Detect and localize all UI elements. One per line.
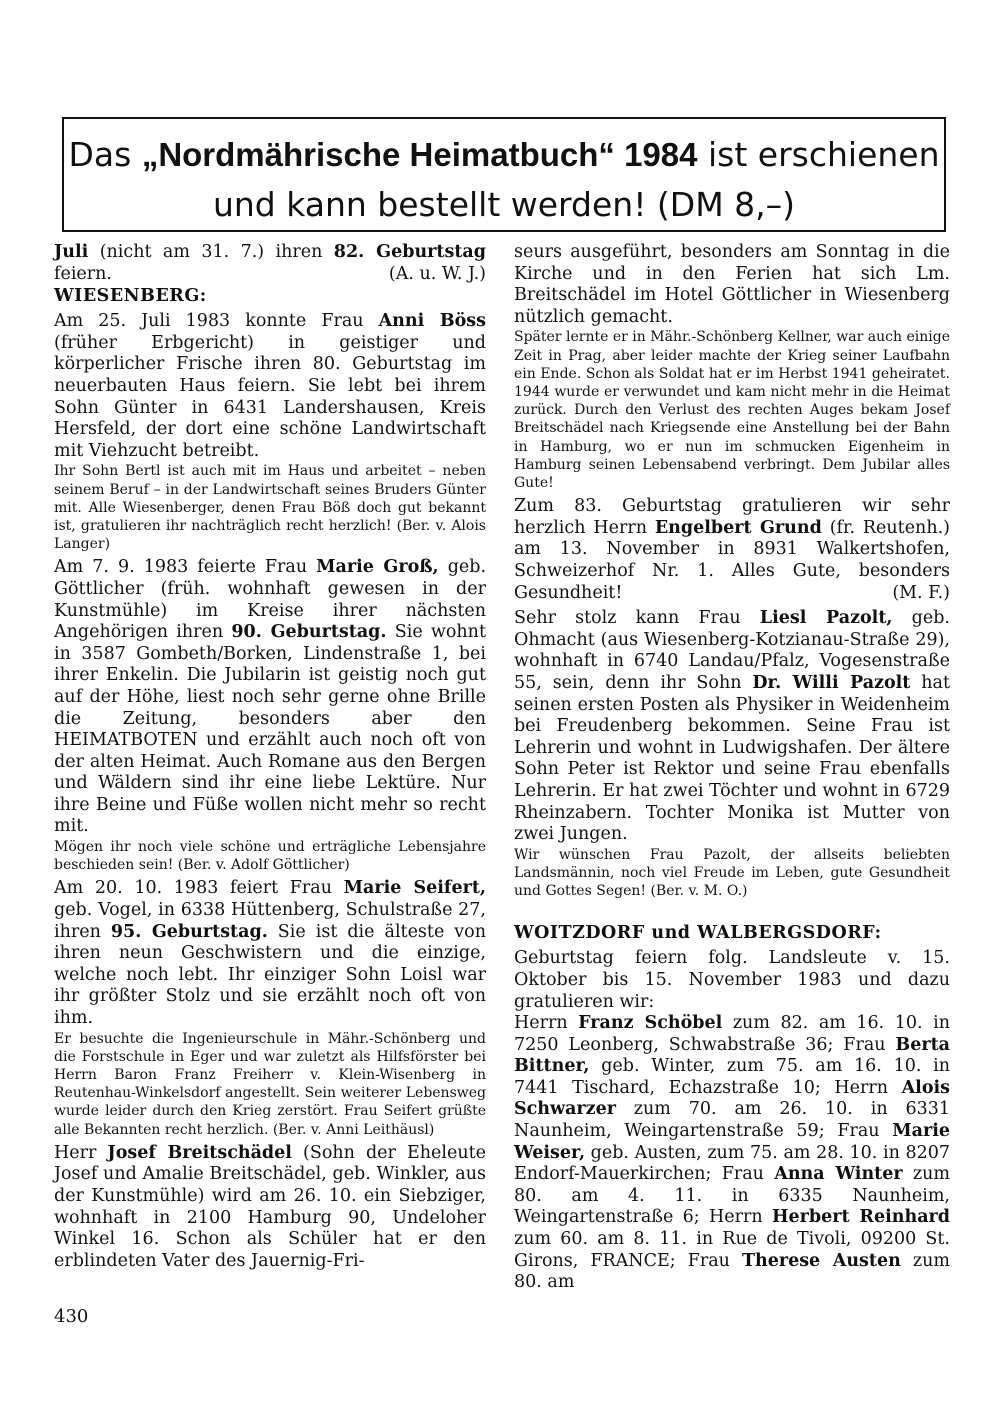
paragraph-josef-breitschaedel: Herr Josef Breitschädel (Sohn der Eheleute Josef und Amalie Breitschädel, geb. Winkler, aus der Kunstmühle) wird am 26. 10. ein Siebziger, wohnhaft in 2100 Hamburg 90, Undeloher Winkel 16. Schon als Schüler hat er den erblindeten Vater des Jauernig-Fri- <box>54 1142 486 1271</box>
paragraph-woitzdorf-intro: Geburtstag feiern folg. Landsleute v. 15. Oktober bis 15. November 1983 und dazu gratulieren wir: <box>514 948 950 1012</box>
signature: (A. u. W. J.) <box>388 263 486 284</box>
paragraph-marie-gross: Am 7. 9. 1983 feierte Frau Marie Groß, geb. Göttlicher (früh. wohnhaft gewesen in der Kunstmühle) im Kreise ihrer nächsten Angehörigen ihren 90. Geburtstag. Sie wohnt in 3587 Gombeth/Borken, Lindenstraße 1, bei ihrer Enkelin. Die Jubilarin ist geistig noch gut auf der Höhe, liest noch sehr gerne ohne Brille die Zeitung, besonders aber den HEIMATBOTEN und erzählt auch noch oft von der alten Heimat. Auch Romane aus den Bergen und Wäldern sind ihr eine liebe Lektüre. Nur ihre Beine und Füße wollen nicht mehr so recht mit. <box>54 557 487 837</box>
paragraph-woitzdorf-list: Herrn Franz Schöbel zum 82. am 16. 10. in 7250 Leonberg, Schwabstraße 36; Frau Berta Bittner, geb. Winter, zum 75. am 16. 10. in 7441 Tischard, Echazstraße 10; Herrn Alois Schwarzer zum 70. am 26. 10. in 6331 Naunheim, Weingartenstraße 59; Frau Marie Weiser, geb. Austen, zum 75. am 28. 10. in 8207 Endorf-Mauerkirchen; Frau Anna Winter zum 80. am 4. 11. in 6335 Naunheim, Weingartenstraße 6; Herrn Herbert Reinhard zum 60. am 8. 11. in Rue de Tivoli, 09200 St. Girons, FRANCE; Frau Therese Austen zum 80. am <box>514 1013 951 1293</box>
paragraph-liesl-pazolt: Sehr stolz kann Frau Liesl Pazolt, geb. Ohmacht (aus Wiesenberg-Kotzianau-Straße 29), wohnhaft in 6740 Landau/Pfalz, Vogesenstraße 55, sein, denn ihr Sohn Dr. Willi Pazolt hat seinen ersten Posten als Physiker in Weidenheim bei Freudenberg bekommen. Seine Frau ist Lehrerin und wohnt in Ludwigshafen. Der ältere Sohn Peter ist Rektor und seine Frau ebenfalls Lehrerin. Er hat zwei Töchter und wohnt in 6729 Rheinzabern. Tochter Monika ist Mutter von zwei Jungen. <box>514 608 950 845</box>
section-heading-wiesenberg: WIESENBERG: <box>54 286 207 307</box>
note-marie-gross: Mögen ihr noch viele schöne und erträgliche Lebensjahre beschieden sein! (Ber. v. Adolf Göttlicher) <box>54 839 486 874</box>
paragraph-breitschaedel-cont: seurs ausgeführt, besonders am Sonntag in die Kirche und in den Ferien hat sich Lm. Breitschädel im Hotel Göttlicher in Wiesenberg nützlich gemacht. <box>514 242 950 327</box>
note-marie-seifert: Er besuchte die Ingenieurschule in Mähr.-Schönberg und die Forstschule in Eger und war zuletzt als Hilfsförster bei Herrn Baron Franz Freiherr v. Klein-Wisenberg in Reutenhau-Winkelsdorf angestellt. Sein weiterer Lebensweg wurde leider durch den Krieg zerstört. Frau Seifert grüßte alle Bekannten recht herzlich. (Ber. v. Anni Leithäusl) <box>54 1030 486 1138</box>
left-column <box>54 242 486 1272</box>
paragraph-juli: Juli (nicht am 31. 7.) ihren 82. Geburtstag feiern. (A. u. W. J.) <box>54 242 486 284</box>
announcement-banner <box>62 117 946 232</box>
note-liesl-pazolt: Wir wünschen Frau Pazolt, der allseits beliebten Landsmännin, noch viel Freude im Leben, gute Gesundheit und Gottes Segen! (Ber. v. M. O.) <box>514 846 950 900</box>
banner-line-2: und kann bestellt werden! (DM 8,–) <box>212 185 796 224</box>
page-number: 430 <box>54 1306 89 1327</box>
paragraph-anni-boess: Am 25. Juli 1983 konnte Frau Anni Böss (früher Erbgericht) in geistiger und körperlicher Frische ihren 80. Geburtstag im neuerbauten Haus feiern. Sie lebt bei ihrem Sohn Günter in 6431 Landershausen, Kreis Hersfeld, der dort eine schöne Landwirtschaft mit Viehzucht betreibt. <box>54 311 486 461</box>
paragraph-marie-seifert: Am 20. 10. 1983 feiert Frau Marie Seifert, geb. Vogel, in 6338 Hüttenberg, Schulstraße 27, ihren 95. Geburtstag. Sie ist die älteste von ihren neun Geschwistern und die einzige, welche noch lebt. Ihr einziger Sohn Loisl war ihr größter Stolz und sie erzählt noch oft von ihm. <box>54 878 486 1029</box>
banner-book-title: „Nordmährische Heimatbuch“ 1984 <box>141 136 698 173</box>
paragraph-engelbert-grund: Zum 83. Geburtstag gratulieren wir sehr herzlich Herrn Engelbert Grund (fr. Reutenh.) am 13. November in 8931 Walkertshofen, Schweizerhof Nr. 1. Alles Gute, besonders Gesundheit! (M. F.) <box>514 496 950 603</box>
note-anni-boess: Ihr Sohn Bertl ist auch mit im Haus und arbeitet – neben seinem Beruf – in der Landwirtschaft seines Bruders Günter mit. Alle Wiesenberger, denen Frau Böß doch gut bekannt ist, gratulieren ihr nachträglich recht herzlich! (Ber. v. Alois Langer) <box>54 463 486 553</box>
note-breitschaedel: Später lernte er in Mähr.-Schönberg Kellner, war auch einige Zeit in Prag, aber leider machte der Krieg seiner Laufbahn ein Ende. Schon als Soldat hat er im Herbst 1941 geheiratet. 1944 wurde er verwundet und kam nicht mehr in die Heimat zurück. Durch den Verlust des rechten Auges bekam Josef Breitschädel nach Kriegsende eine Anstellung bei der Bahn in Hamburg, wo er nun im schmucken Eigenheim in Hamburg seinen Lebensabend verbringt. Dem Jubilar alles Gute! <box>514 329 950 491</box>
right-column <box>514 242 950 1294</box>
banner-line-1: Das „Nordmährische Heimatbuch“ 1984 ist erschienen <box>68 135 940 174</box>
signature: (M. F.) <box>892 582 950 603</box>
section-heading-woitzdorf: WOITZDORF und WALBERGSDORF: <box>514 923 882 944</box>
